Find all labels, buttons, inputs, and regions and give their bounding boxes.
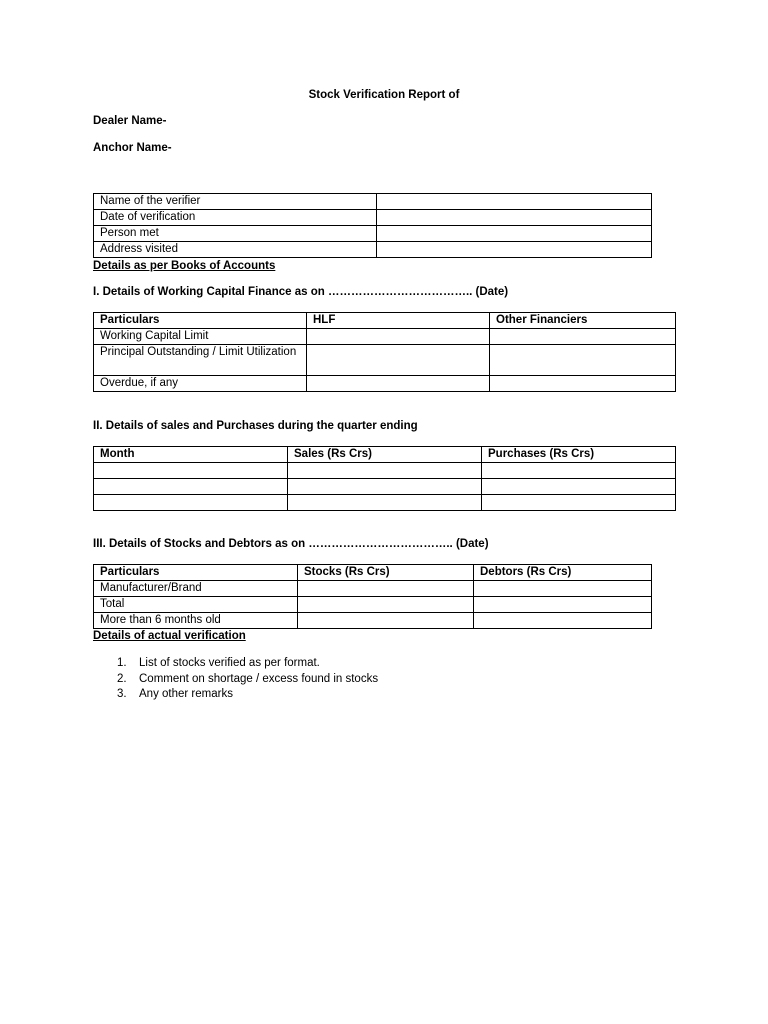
- column-header: Purchases (Rs Crs): [482, 447, 676, 463]
- table-cell[interactable]: [94, 495, 288, 511]
- table-row: [94, 376, 676, 392]
- table-row: [94, 345, 676, 376]
- column-header: Debtors (Rs Crs): [474, 565, 652, 581]
- working-capital-table: [93, 312, 676, 392]
- table-row: [94, 479, 676, 495]
- list-item: [93, 687, 378, 703]
- table-cell[interactable]: [482, 479, 676, 495]
- actual-verification-list: [93, 656, 378, 703]
- table-cell[interactable]: [94, 463, 288, 479]
- column-header: Particulars: [94, 313, 307, 329]
- table-row: [94, 329, 676, 345]
- column-header: Month: [94, 447, 288, 463]
- table-cell[interactable]: [288, 479, 482, 495]
- sales-purchases-table: [93, 446, 676, 511]
- list-item-number: 3.: [117, 688, 127, 700]
- actual-verification-heading: Details of actual verification: [93, 630, 246, 642]
- section1-heading: I. Details of Working Capital Finance as on ……………………………….. (Date): [93, 286, 509, 298]
- row-label: Total: [94, 597, 298, 613]
- stocks-debtors-table: [93, 564, 652, 629]
- person-met-label: Person met: [94, 226, 377, 242]
- table-cell[interactable]: [474, 613, 652, 629]
- table-header-row: [94, 565, 652, 581]
- table-cell[interactable]: [482, 463, 676, 479]
- table-cell[interactable]: [307, 345, 490, 376]
- row-label: More than 6 months old: [94, 613, 298, 629]
- report-title: Stock Verification Report of: [308, 89, 460, 101]
- person-met-value-cell[interactable]: [377, 226, 652, 242]
- table-cell[interactable]: [307, 329, 490, 345]
- list-item: [93, 656, 378, 672]
- column-header: Particulars: [94, 565, 298, 581]
- verifier-label: Name of the verifier: [94, 194, 377, 210]
- table-cell[interactable]: [474, 597, 652, 613]
- table-cell[interactable]: [288, 495, 482, 511]
- row-label: Manufacturer/Brand: [94, 581, 298, 597]
- table-cell[interactable]: [490, 345, 676, 376]
- books-heading: Details as per Books of Accounts: [93, 260, 276, 272]
- table-cell[interactable]: [298, 581, 474, 597]
- address-visited-value-cell[interactable]: [377, 242, 652, 258]
- table-header-row: [94, 447, 676, 463]
- verification-date-value-cell[interactable]: [377, 210, 652, 226]
- row-label: Overdue, if any: [94, 376, 307, 392]
- table-row: [94, 226, 652, 242]
- column-header: Sales (Rs Crs): [288, 447, 482, 463]
- section2-heading: II. Details of sales and Purchases during the quarter ending: [93, 420, 418, 432]
- anchor-name-label: Anchor Name-: [93, 142, 172, 154]
- verifier-table: [93, 193, 652, 258]
- verification-date-label: Date of verification: [94, 210, 377, 226]
- list-item: [93, 672, 378, 688]
- column-header: Other Financiers: [490, 313, 676, 329]
- table-row: [94, 242, 652, 258]
- table-cell[interactable]: [298, 613, 474, 629]
- table-row: [94, 495, 676, 511]
- section3-heading: III. Details of Stocks and Debtors as on ……………………………….. (Date): [93, 538, 489, 550]
- list-item-text: Comment on shortage / excess found in stocks: [139, 672, 379, 685]
- list-item-number: 1.: [117, 657, 127, 669]
- table-cell[interactable]: [94, 479, 288, 495]
- table-row: [94, 581, 652, 597]
- list-item-text: List of stocks verified as per format.: [139, 657, 320, 669]
- table-row: [94, 613, 652, 629]
- list-item-number: 2.: [117, 672, 127, 685]
- dealer-name-label: Dealer Name-: [93, 115, 167, 127]
- table-cell[interactable]: [307, 376, 490, 392]
- table-cell[interactable]: [490, 329, 676, 345]
- column-header: HLF: [307, 313, 490, 329]
- row-label: Principal Outstanding / Limit Utilization: [94, 345, 307, 376]
- row-label: Working Capital Limit: [94, 329, 307, 345]
- address-visited-label: Address visited: [94, 242, 377, 258]
- table-header-row: [94, 313, 676, 329]
- column-header: Stocks (Rs Crs): [298, 565, 474, 581]
- verifier-value-cell[interactable]: [377, 194, 652, 210]
- table-cell[interactable]: [490, 376, 676, 392]
- table-cell[interactable]: [288, 463, 482, 479]
- table-cell[interactable]: [298, 597, 474, 613]
- table-cell[interactable]: [482, 495, 676, 511]
- table-row: [94, 463, 676, 479]
- table-row: [94, 597, 652, 613]
- table-row: [94, 210, 652, 226]
- table-cell[interactable]: [474, 581, 652, 597]
- table-row: [94, 194, 652, 210]
- list-item-text: Any other remarks: [139, 688, 233, 700]
